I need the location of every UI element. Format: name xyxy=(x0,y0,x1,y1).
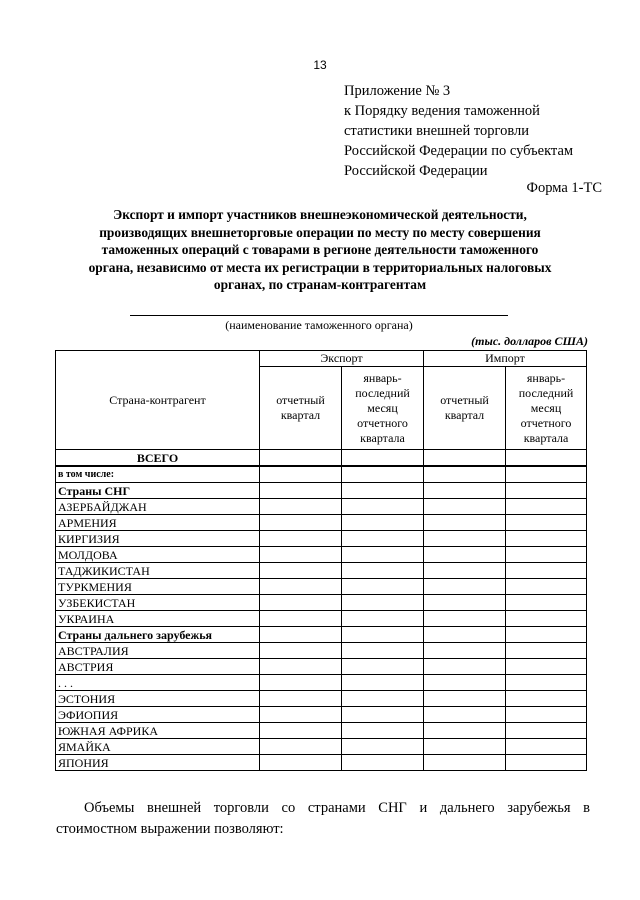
table-row xyxy=(56,755,587,771)
country-cell: ВСЕГО xyxy=(56,450,260,467)
value-cell xyxy=(424,627,506,643)
value-cell xyxy=(342,691,424,707)
title-line: производящих внешнеторговые операции по месту по месту совершения xyxy=(99,224,541,240)
value-cell xyxy=(424,691,506,707)
table-row xyxy=(56,547,587,563)
value-cell xyxy=(424,739,506,755)
value-cell xyxy=(424,466,506,483)
title-line: органах, по странам-контрагентам xyxy=(213,277,427,292)
header-import: Импорт xyxy=(424,351,587,367)
table-row xyxy=(56,739,587,755)
value-cell xyxy=(506,611,587,627)
value-cell xyxy=(260,627,342,643)
table-row xyxy=(56,483,587,499)
value-cell xyxy=(342,643,424,659)
value-cell xyxy=(424,515,506,531)
value-cell xyxy=(260,563,342,579)
value-cell xyxy=(342,595,424,611)
table-row xyxy=(56,531,587,547)
appendix-line: Российской Федерации по субъектам xyxy=(344,143,574,159)
value-cell xyxy=(260,483,342,499)
value-cell xyxy=(260,515,342,531)
appendix-line: Приложение № 3 xyxy=(344,83,451,99)
table-row xyxy=(56,515,587,531)
value-cell xyxy=(506,515,587,531)
country-cell: в том числе: xyxy=(56,466,260,483)
trade-table xyxy=(55,350,587,771)
appendix-line: Российской Федерации xyxy=(344,163,488,179)
country-cell: ЭФИОПИЯ xyxy=(56,707,260,723)
value-cell xyxy=(424,707,506,723)
value-cell xyxy=(260,659,342,675)
country-cell: . . . xyxy=(56,675,260,691)
value-cell xyxy=(260,499,342,515)
appendix-line: статистики внешней торговли xyxy=(344,123,529,139)
value-cell xyxy=(424,675,506,691)
country-cell: МОЛДОВА xyxy=(56,547,260,563)
value-cell xyxy=(424,723,506,739)
header-export: Экспорт xyxy=(260,351,424,367)
value-cell xyxy=(342,755,424,771)
page-number: 13 xyxy=(313,58,327,72)
footer-paragraph: Объемы внешней торговли со странами СНГ и дальнего зарубежья в стоимостном выражении позволяют: xyxy=(56,800,590,837)
value-cell xyxy=(342,515,424,531)
value-cell xyxy=(342,547,424,563)
table-row xyxy=(56,675,587,691)
appendix-line: к Порядку ведения таможенной xyxy=(344,103,540,119)
country-cell: ЯПОНИЯ xyxy=(56,755,260,771)
country-cell: ЯМАЙКА xyxy=(56,739,260,755)
value-cell xyxy=(260,691,342,707)
value-cell xyxy=(260,450,342,467)
value-cell xyxy=(424,563,506,579)
value-cell xyxy=(342,675,424,691)
value-cell xyxy=(506,531,587,547)
value-cell xyxy=(506,595,587,611)
value-cell xyxy=(506,691,587,707)
value-cell xyxy=(260,643,342,659)
title-line: Экспорт и импорт участников внешнеэкономической деятельности, xyxy=(113,207,527,222)
value-cell xyxy=(506,579,587,595)
value-cell xyxy=(424,579,506,595)
country-cell: ЮЖНАЯ АФРИКА xyxy=(56,723,260,739)
value-cell xyxy=(424,755,506,771)
value-cell xyxy=(342,531,424,547)
table-row xyxy=(56,499,587,515)
header-import-quarter: отчетный квартал xyxy=(424,367,506,450)
value-cell xyxy=(342,563,424,579)
country-cell: КИРГИЗИЯ xyxy=(56,531,260,547)
customs-org-caption: (наименование таможенного органа) xyxy=(225,318,413,332)
value-cell xyxy=(424,595,506,611)
country-cell: АЗЕРБАЙДЖАН xyxy=(56,499,260,515)
value-cell xyxy=(506,466,587,483)
value-cell xyxy=(506,707,587,723)
value-cell xyxy=(342,723,424,739)
title-line: таможенных операций с товарами в регионе деятельности таможенного xyxy=(101,242,539,257)
country-cell: Страны СНГ xyxy=(56,483,260,499)
table-row xyxy=(56,466,587,483)
appendix-note xyxy=(344,81,624,181)
value-cell xyxy=(342,739,424,755)
table-row xyxy=(56,723,587,739)
document-title xyxy=(48,206,592,294)
value-cell xyxy=(424,659,506,675)
country-cell: Страны дальнего зарубежья xyxy=(56,627,260,643)
value-cell xyxy=(260,579,342,595)
value-cell xyxy=(424,483,506,499)
country-cell: ЭСТОНИЯ xyxy=(56,691,260,707)
table-row xyxy=(56,611,587,627)
country-cell: УЗБЕКИСТАН xyxy=(56,595,260,611)
value-cell xyxy=(506,723,587,739)
value-cell xyxy=(506,643,587,659)
table-row xyxy=(56,691,587,707)
value-cell xyxy=(342,483,424,499)
value-cell xyxy=(424,643,506,659)
value-cell xyxy=(424,611,506,627)
value-cell xyxy=(424,547,506,563)
value-cell xyxy=(260,531,342,547)
value-cell xyxy=(260,707,342,723)
value-cell xyxy=(506,547,587,563)
title-line: органа, независимо от места их регистрации в территориальных налоговых xyxy=(88,259,552,275)
value-cell xyxy=(260,723,342,739)
table-body xyxy=(56,450,587,771)
country-cell: АВСТРАЛИЯ xyxy=(56,643,260,659)
country-cell: ТАДЖИКИСТАН xyxy=(56,563,260,579)
value-cell xyxy=(260,595,342,611)
header-import-ytd: январь-последний месяц отчетного квартала xyxy=(506,367,587,450)
country-cell: АРМЕНИЯ xyxy=(56,515,260,531)
value-cell xyxy=(506,499,587,515)
value-cell xyxy=(342,466,424,483)
table-row xyxy=(56,563,587,579)
value-cell xyxy=(506,739,587,755)
value-cell xyxy=(506,627,587,643)
value-cell xyxy=(506,450,587,467)
customs-org-blank-line xyxy=(130,315,508,316)
country-cell: АВСТРИЯ xyxy=(56,659,260,675)
value-cell xyxy=(342,627,424,643)
table-row xyxy=(56,579,587,595)
value-cell xyxy=(506,659,587,675)
value-cell xyxy=(506,563,587,579)
value-cell xyxy=(342,499,424,515)
value-cell xyxy=(342,659,424,675)
value-cell xyxy=(506,675,587,691)
value-cell xyxy=(260,675,342,691)
form-code: Форма 1-ТС xyxy=(526,180,602,196)
value-cell xyxy=(260,739,342,755)
value-cell xyxy=(424,531,506,547)
header-country: Страна-контрагент xyxy=(56,351,260,450)
value-cell xyxy=(260,466,342,483)
table-row xyxy=(56,707,587,723)
units-note: (тыс. долларов США) xyxy=(471,334,588,348)
table-row xyxy=(56,450,587,467)
value-cell xyxy=(260,611,342,627)
table-row xyxy=(56,627,587,643)
value-cell xyxy=(342,611,424,627)
value-cell xyxy=(424,450,506,467)
value-cell xyxy=(506,755,587,771)
value-cell xyxy=(342,707,424,723)
country-cell: УКРАИНА xyxy=(56,611,260,627)
table-row xyxy=(56,595,587,611)
country-cell: ТУРКМЕНИЯ xyxy=(56,579,260,595)
header-export-quarter: отчетный квартал xyxy=(260,367,342,450)
value-cell xyxy=(260,755,342,771)
value-cell xyxy=(342,579,424,595)
value-cell xyxy=(260,547,342,563)
value-cell xyxy=(506,483,587,499)
table-row xyxy=(56,643,587,659)
header-export-ytd: январь-последний месяц отчетного квартала xyxy=(342,367,424,450)
table-row xyxy=(56,659,587,675)
value-cell xyxy=(342,450,424,467)
value-cell xyxy=(424,499,506,515)
